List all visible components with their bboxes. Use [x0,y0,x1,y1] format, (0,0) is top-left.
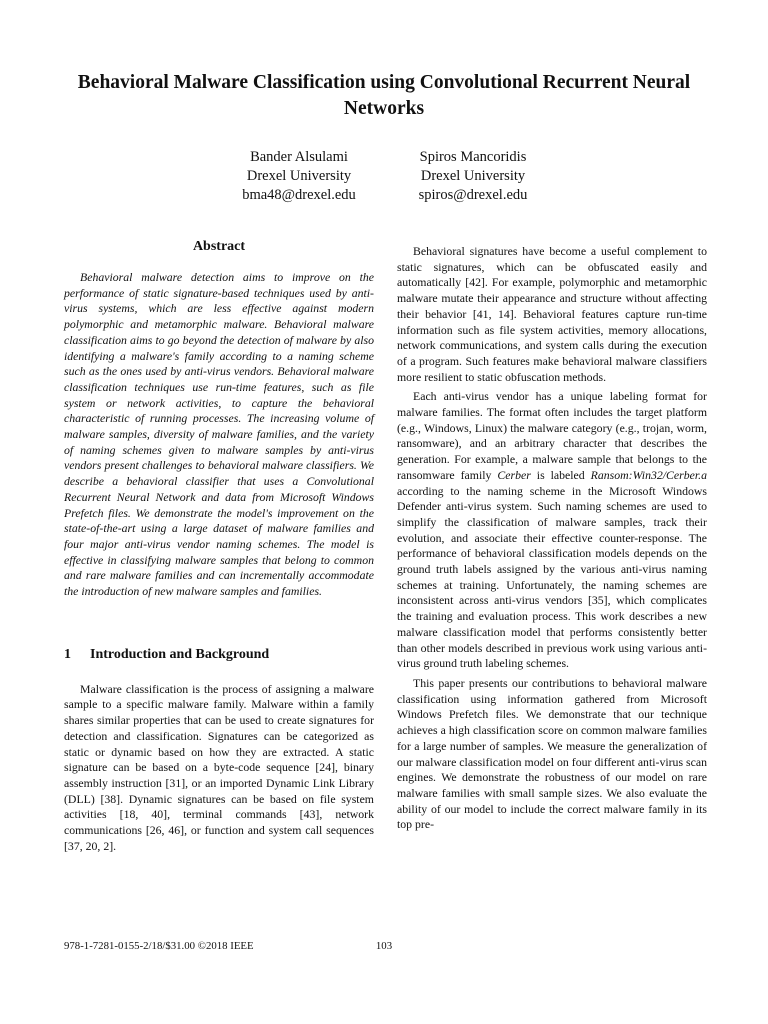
section-heading [64,646,374,664]
abstract-heading: Abstract [192,239,246,254]
right-column [397,244,707,837]
author-affiliation: Drexel University [246,168,352,184]
author-email: bma48@drexel.edu [242,187,356,203]
body-paragraph-labeling-format [397,389,707,672]
abstract-text: Behavioral malware detection aims to improve on the performance of static signature-based techniques used by anti-virus systems, which are less effective against modern polymorphic and metamorphic malware. Behavioral malware classification aims to go beyond the detection of malware by also identifying a malware's family according to a naming scheme such as the ones used by anti-virus vendors. Behavioral malware classification techniques use run-time features, such as file system or network activities, to capture the behavioral characteristic of running processes. The increasing volume of malware samples, diversity of malware families, and the variety of naming schemes given to malware samples by anti-virus vendors present challenges to behavioral malware classifiers. We describe a behavioral classifier that uses a Convolutional Recurrent Neural Network and data from Microsoft Windows Prefetch files. We demonstrate the model's improvement on the state-of-the-art using a large dataset of malware families and four major anti-virus vendor naming schemes. The model is effective in classifying malware samples that belong to common and rare malware families and can incrementally accommodate the introduction of new malware samples and families. [64,270,374,599]
text-run: according to the naming scheme in the Microsoft Windows Defender anti-virus system. Such naming schemes are used to simplify the classification of malware samples, track their evolution, and associate their effective counter-response. The performance of behavioral classification models depends on the ground truth labels assigned by the various anti-virus naming schemes at training. Unfortunately, the naming schemes are inconsistent across anti-virus vendors [35], which complicates the training and evaluation process. This work describes a new malware classification model that performs consistently better than other models described in previous work using various anti-virus ground truth labeling schemes. [397,483,707,671]
paper-title: Behavioral Malware Classification using Convolutional Recurrent Neural Networks [77,72,691,119]
author-email: spiros@drexel.edu [418,187,528,203]
author-affiliation: Drexel University [420,168,526,184]
intro-paragraph-1: Malware classification is the process of assigning a malware sample to a specific malware family. Malware within a family shares similar properties that can be used to create signatures for detection and classification. Signatures can be categorized as static or dynamic based on how they are extracted. A static signature can be based on a byte-code sequence [24], binary assembly instruction [31], or an imported Dynamic Link Library (DLL) [38]. Dynamic signatures can be based on file system activities [18, 40], terminal commands [43], network communications [26, 46], or function and system call sequences [37, 20, 2]. [64,681,374,853]
text-run: Each anti-virus vendor has a unique labeling format for malware families. The format often includes the target platform (e.g., Windows, Linux) the malware category (e.g., trojan, worm, ransomware), and an arbitrary character that describes the generation. For example, a malware sample that belongs to the ransomware family [397,389,707,482]
malware-family-name: Cerber [497,467,531,482]
section-number: 1 [64,646,71,662]
malware-label: Ransom:Win32/Cerber.a [590,467,707,482]
text-run: is labeled [530,467,591,482]
author-name: Spiros Mancoridis [419,149,527,165]
page-number: 103 [375,940,393,952]
author-block-2 [373,148,573,205]
author-block-1 [199,148,399,205]
section-title: Introduction and Background [90,646,270,662]
body-paragraph-contributions: This paper presents our contributions to behavioral malware classification using information gathered from Microsoft Windows Prefetch files. We demonstrate that our technique achieves a high classification score on common malware families for a large number of samples. We measure the generalization of our malware classification model on four different anti-virus scan engines. We demonstrate the robustness of our model on rare malware families with small sample sizes. We also evaluate the ability of our model to include the correct malware family in its top pre- [397,675,707,832]
left-column [64,238,374,859]
body-paragraph-behavioral-signatures: Behavioral signatures have become a useful complement to static signatures, which can be obfuscated easily and automatically [42]. For example, polymorphic and metamorphic malware mutate their appearance and structure without affecting their behavior [41, 14]. Behavioral features capture run-time information such as file system activities, memory allocations, network communications, and system calls during the execution of a program. Such features make behavioral malware classifiers more resilient to static obfuscation methods. [397,244,707,384]
footer-isbn: 978-1-7281-0155-2/18/$31.00 ©2018 IEEE [64,940,254,952]
author-name: Bander Alsulami [250,149,348,165]
